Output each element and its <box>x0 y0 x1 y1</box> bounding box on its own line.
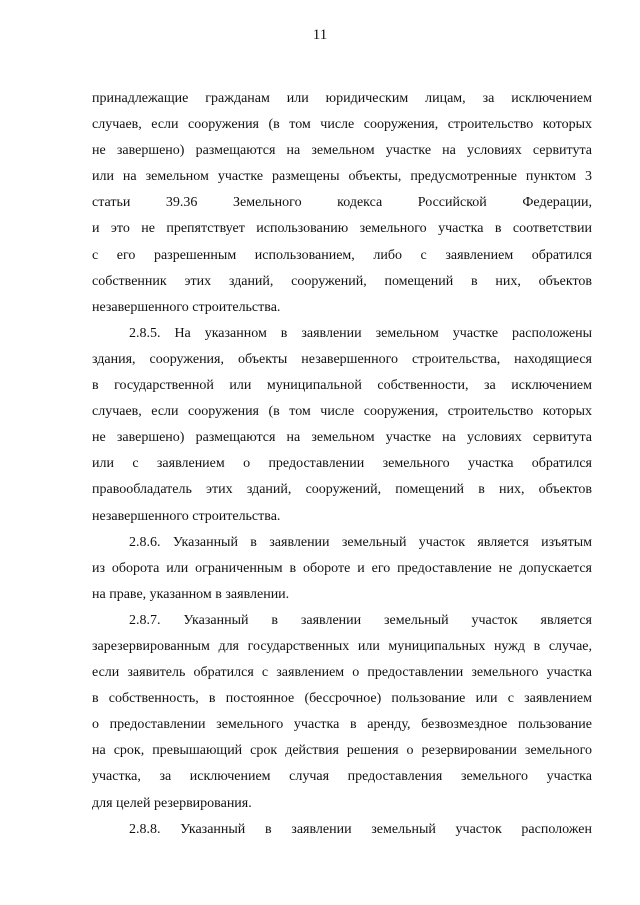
text-line: не завершено) размещаются на земельном участке на условиях сервитута <box>92 430 592 446</box>
paragraph-2-8-7 <box>92 608 592 817</box>
text-line: или с заявлением о предоставлении земельного участка обратился <box>92 456 592 472</box>
text-line: незавершенного строительства. <box>92 299 281 315</box>
text-line: правообладатель этих зданий, сооружений, помещений в них, объектов <box>92 482 592 498</box>
text-line: на срок, превышающий срок действия решения о резервировании земельного <box>92 743 592 759</box>
text-line: 2.8.8. Указанный в заявлении земельный участок расположен <box>129 821 592 837</box>
text-line: 2.8.5. На указанном в заявлении земельном участке расположены <box>129 325 592 341</box>
paragraph-2-8-8 <box>92 817 592 843</box>
text-line: 2.8.6. Указанный в заявлении земельный участок является изъятым <box>129 534 592 550</box>
paragraph-continuation <box>92 86 592 321</box>
text-line: из оборота или ограниченным в обороте и его предоставление не допускается <box>92 560 592 576</box>
text-line: здания, сооружения, объекты незавершенного строительства, находящиеся <box>92 351 592 367</box>
text-line: принадлежащие гражданам или юридическим лицам, за исключением <box>92 91 592 106</box>
text-line: статьи 39.36 Земельного кодекса Российской Федерации, <box>92 195 592 211</box>
text-line: 2.8.7. Указанный в заявлении земельный участок является <box>129 612 592 628</box>
text-line: участка, за исключением случая предоставления земельного участка <box>92 769 592 785</box>
text-line: для целей резервирования. <box>92 795 252 811</box>
text-line: случаев, если сооружения (в том числе сооружения, строительство которых <box>92 404 592 420</box>
text-line: незавершенного строительства. <box>92 508 281 524</box>
text-line: зарезервированным для государственных или муниципальных нужд в случае, <box>92 638 592 654</box>
text-line: и это не препятствует использованию земельного участка в соответствии <box>92 221 592 237</box>
text-line: если заявитель обратился с заявлением о предоставлении земельного участка <box>92 665 592 681</box>
text-line: случаев, если сооружения (в том числе сооружения, строительство которых <box>92 117 592 133</box>
text-line: собственник этих зданий, сооружений, помещений в них, объектов <box>92 273 592 289</box>
page-number: 11 <box>312 27 328 43</box>
text-line: в государственной или муниципальной собственности, за исключением <box>92 378 592 394</box>
text-line: не завершено) размещаются на земельном участке на условиях сервитута <box>92 143 592 159</box>
paragraph-2-8-6 <box>92 530 592 608</box>
text-line: на праве, указанном в заявлении. <box>92 586 290 602</box>
text-line: с его разрешенным использованием, либо с заявлением обратился <box>92 247 592 263</box>
paragraph-2-8-5 <box>92 321 592 530</box>
document-body <box>92 86 592 843</box>
text-line: о предоставлении земельного участка в аренду, безвозмездное пользование <box>92 717 592 733</box>
text-line: или на земельном участке размещены объекты, предусмотренные пунктом 3 <box>92 169 592 185</box>
text-line: в собственность, в постоянное (бессрочное) пользование или с заявлением <box>92 691 592 707</box>
